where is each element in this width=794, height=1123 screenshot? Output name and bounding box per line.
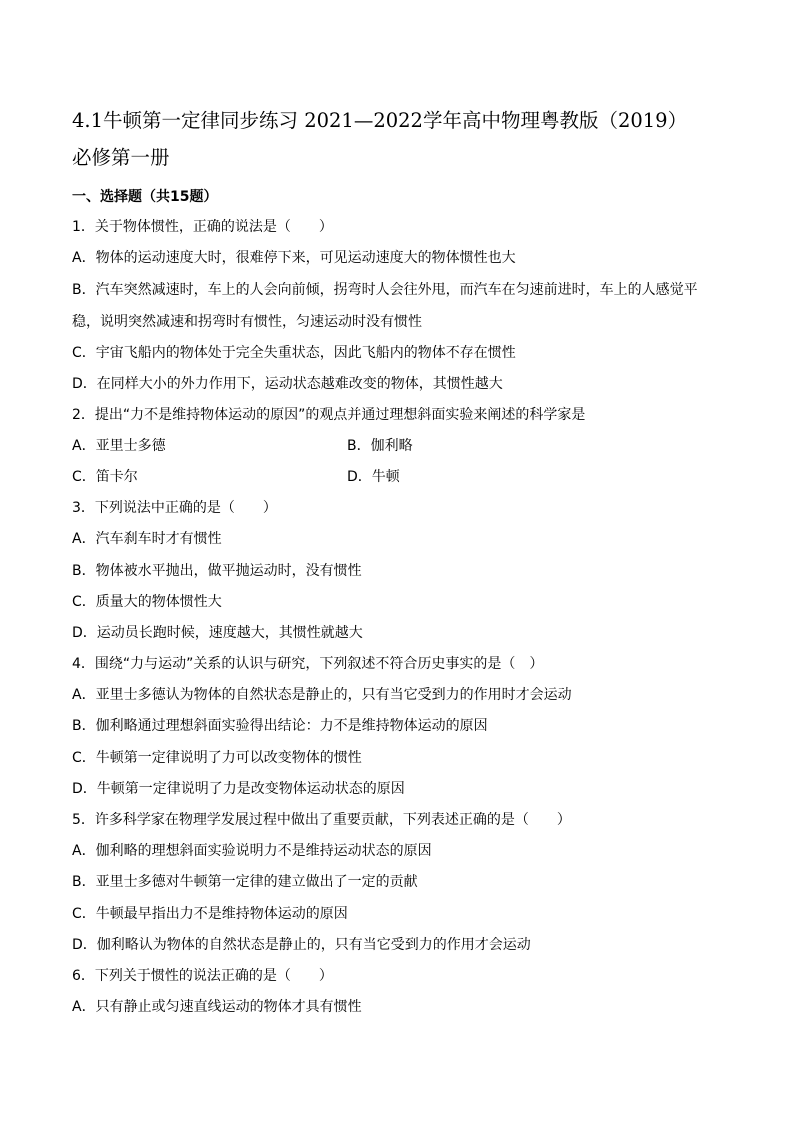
question-5-option-b: B．亚里士多德对牛顿第一定律的建立做出了一定的贡献	[72, 874, 418, 890]
question-3-option-d: D．运动员长跑时候，速度越大，其惯性就越大	[72, 625, 363, 641]
question-6-stem: 6．下列关于惯性的说法正确的是（ ）	[72, 968, 333, 984]
question-2-option-b: B．伽利略	[347, 438, 413, 454]
document-title	[72, 102, 732, 176]
question-1-option-a: A．物体的运动速度大时，很难停下来，可见运动速度大的物体惯性也大	[72, 250, 516, 266]
question-2-option-c: C．笛卡尔	[72, 469, 138, 485]
question-5-option-d: D．伽利略认为物体的自然状态是静止的，只有当它受到力的作用才会运动	[72, 937, 531, 953]
question-3-option-c: C．质量大的物体惯性大	[72, 594, 222, 610]
question-1-option-b-cont: 稳，说明突然减速和拐弯时有惯性，匀速运动时没有惯性	[72, 314, 422, 330]
question-1-stem: 1．关于物体惯性，正确的说法是（ ）	[72, 219, 333, 235]
question-1-option-b: B．汽车突然减速时，车上的人会向前倾，拐弯时人会往外甩，而汽车在匀速前进时，车上的人感觉平	[72, 282, 698, 298]
question-4-option-d: D．牛顿第一定律说明了力是改变物体运动状态的原因	[72, 781, 405, 797]
title-line-1: 4.1牛顿第一定律同步练习 2021—2022学年高中物理粤教版（2019）	[72, 109, 688, 132]
question-2-option-d: D．牛顿	[347, 469, 400, 485]
question-4-option-a: A．亚里士多德认为物体的自然状态是静止的，只有当它受到力的作用时才会运动	[72, 687, 572, 703]
question-6-option-a: A．只有静止或匀速直线运动的物体才具有惯性	[72, 999, 362, 1015]
question-2-option-a: A．亚里士多德	[72, 438, 166, 454]
question-1-option-c: C．宇宙飞船内的物体处于完全失重状态，因此飞船内的物体不存在惯性	[72, 345, 516, 361]
question-5-option-a: A．伽利略的理想斜面实验说明力不是维持运动状态的原因	[72, 843, 432, 859]
question-3-option-a: A．汽车刹车时才有惯性	[72, 531, 222, 547]
question-4-option-c: C．牛顿第一定律说明了力可以改变物体的惯性	[72, 750, 362, 766]
question-1-option-d: D．在同样大小的外力作用下，运动状态越难改变的物体，其惯性越大	[72, 376, 503, 392]
question-3-option-b: B．物体被水平抛出，做平抛运动时，没有惯性	[72, 563, 362, 579]
question-4-stem: 4．围绕“力与运动”关系的认识与研究，下列叙述不符合历史事实的是（ ）	[72, 656, 544, 672]
title-line-2: 必修第一册	[72, 146, 170, 169]
question-3-stem: 3．下列说法中正确的是（ ）	[72, 500, 277, 516]
question-5-option-c: C．牛顿最早指出力不是维持物体运动的原因	[72, 906, 348, 922]
question-2-stem: 2．提出“力不是维持物体运动的原因”的观点并通过理想斜面实验来阐述的科学家是	[72, 407, 586, 423]
question-4-option-b: B．伽利略通过理想斜面实验得出结论：力不是维持物体运动的原因	[72, 718, 488, 734]
section-heading: 一、选择题（共15题）	[72, 189, 218, 205]
question-5-stem: 5．许多科学家在物理学发展过程中做出了重要贡献，下列表述正确的是（ ）	[72, 812, 571, 828]
